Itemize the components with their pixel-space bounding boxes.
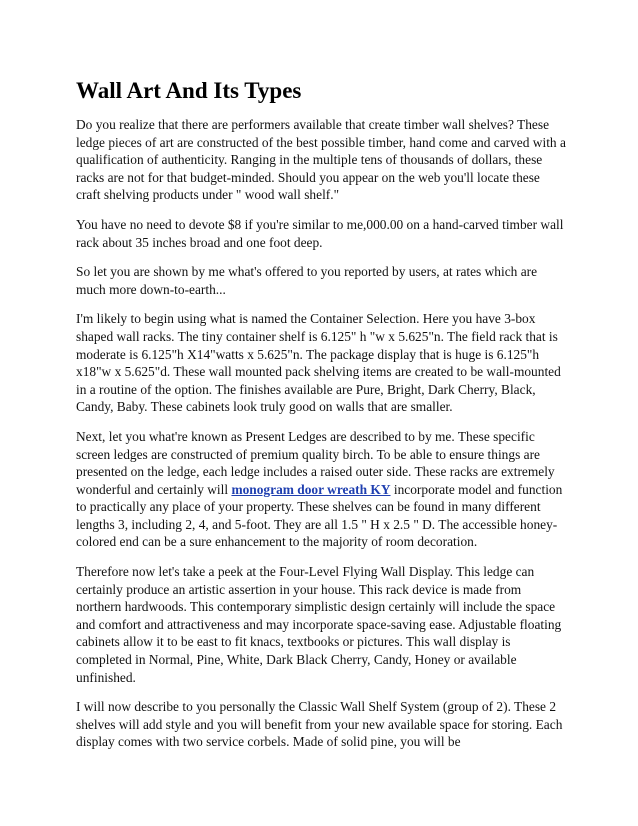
paragraph-intro: Do you realize that there are performers available that create timber wall shelves? These ledge pieces of art are constructed of the best possible timber, hand come and carved with a qualification of authenticity. Ranging in the multiple tens of thousands of dollars, these racks are not for that budget-minded. Should you appear on the web you'll locate these craft shelving products under " wood wall shelf." bbox=[76, 117, 566, 203]
paragraph-classic-wall-shelf: I will now describe to you personally the Classic Wall Shelf System (group of 2). These 2 shelves will add style and you will benefit from your new available space for storing. Each display comes with two service corbels. Made of solid pine, you will be bbox=[76, 699, 563, 750]
present-ledges-text-before: Next, let you what're known as Present Ledges are described to by me. These specific screen ledges are constructed of premium quality birch. To be able to ensure things are presented on the ledge, each ledge includes a raised outer side. These racks are extremely wonderful and certainly will bbox=[76, 428, 555, 497]
paragraph-container-selection: I'm likely to begin using what is named the Container Selection. Here you have 3-box shaped wall racks. The tiny container shelf is 6.125" h "w x 5.625"n. The field rack that is moderate is 6.125"h X14"watts x 5.625"n. The package display that is huge is 6.125"h x18"w x 5.625"d. These wall mounted pack shelving items are created to be wall-mounted in a routine of the option. The finishes available are Pure, Bright, Dark Cherry, Black, Candy, Baby. These cabinets look truly good on walls that are smaller. bbox=[76, 311, 561, 415]
paragraph-price: You have no need to devote $8 if you're similar to me,000.00 on a hand-carved timber wall rack about 35 inches broad and one foot deep. bbox=[76, 216, 564, 250]
document-title: Wall Art And Its Types bbox=[76, 78, 302, 103]
present-ledges-text-after: incorporate model and function to practically any place of your property. These shelves can be found in many different lengths 3, including 2, 4, and 5-foot. They are all 1.5 " H x 2.5 " D. The accessible honey-colored end can be a sure enhancement to the majority of room decoration. bbox=[76, 481, 563, 550]
paragraph-four-level-display: Therefore now let's take a peek at the Four-Level Flying Wall Display. This ledge can certainly produce an artistic assertion in your house. This rack device is made from northern hardwoods. This contemporary simplistic design certainly will include the space and comfort and attractiveness and may incorporate space-saving ease. Adjustable floating cabinets allow it to be east to fit knacs, textbooks or pictures. This wall display is completed in Normal, Pine, White, Dark Black Cherry, Candy, Honey or available unfinished. bbox=[76, 564, 562, 685]
monogram-door-wreath-link[interactable]: monogram door wreath KY bbox=[231, 481, 391, 497]
paragraph-present-ledges bbox=[76, 428, 566, 551]
document-body bbox=[76, 76, 566, 763]
paragraph-offer: So let you are shown by me what's offered to you reported by users, at rates which are much more down-to-earth... bbox=[76, 264, 538, 297]
